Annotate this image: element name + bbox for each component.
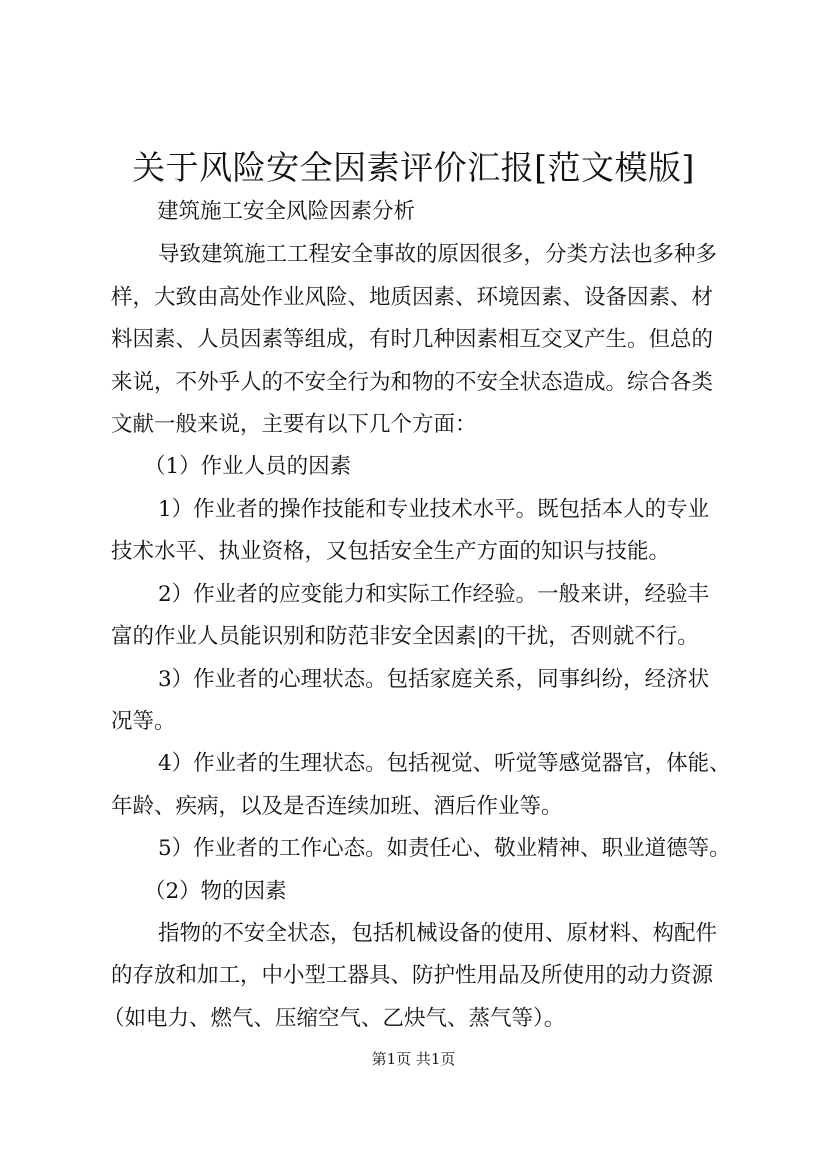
page-footer: 第1页 共1页 <box>371 1050 456 1068</box>
item-2-line-2: 富的作业人员能识别和防范非安全因素|的干扰，否则就不行。 <box>111 624 699 649</box>
paragraph-2-line-2: 的存放和加工，中小型工器具、防护性用品及所使用的动力资源 <box>111 963 714 988</box>
paragraph-1-line-3: 料因素、人员因素等组成，有时几种因素相互交叉产生。但总的 <box>111 327 714 352</box>
document-subtitle: 建筑施工安全风险因素分析 <box>157 199 416 224</box>
item-4-line-2: 年龄、疾病，以及是否连续加班、酒后作业等。 <box>111 794 563 819</box>
item-3-line-1: 3）作业者的心理状态。包括家庭关系，同事纠纷，经济状 <box>158 667 710 692</box>
paragraph-1-line-2: 样，大致由高处作业风险、地质因素、环境因素、设备因素、材 <box>111 285 714 310</box>
item-4-line-1: 4）作业者的生理状态。包括视觉、听觉等感觉器官，体能、 <box>158 751 731 776</box>
item-1-line-2: 技术水平、执业资格，又包括安全生产方面的知识与技能。 <box>111 539 671 564</box>
item-1-line-1: 1）作业者的操作技能和专业技术水平。既包括本人的专业 <box>158 497 710 522</box>
paragraph-2-line-1: 指物的不安全状态，包括机械设备的使用、原材料、构配件 <box>158 921 718 946</box>
paragraph-2-line-3: （如电力、燃气、压缩空气、乙炔气、蒸气等）。 <box>103 1006 566 1031</box>
item-3-line-2: 况等。 <box>111 709 176 734</box>
section-2-heading: （2）物的因素 <box>144 879 287 904</box>
document-title: 关于风险安全因素评价汇报[范文模版] <box>132 148 695 187</box>
item-2-line-1: 2）作业者的应变能力和实际工作经验。一般来讲，经验丰 <box>158 582 710 607</box>
item-5-line-1: 5）作业者的工作心态。如责任心、敬业精神、职业道德等。 <box>158 836 731 861</box>
paragraph-1-line-5: 文献一般来说，主要有以下几个方面： <box>111 412 477 437</box>
section-1-heading: （1）作业人员的因素 <box>144 454 352 479</box>
paragraph-1-line-4: 来说，不外乎人的不安全行为和物的不安全状态造成。综合各类 <box>111 370 714 395</box>
paragraph-1-line-1: 导致建筑施工工程安全事故的原因很多，分类方法也多种多 <box>158 242 718 267</box>
